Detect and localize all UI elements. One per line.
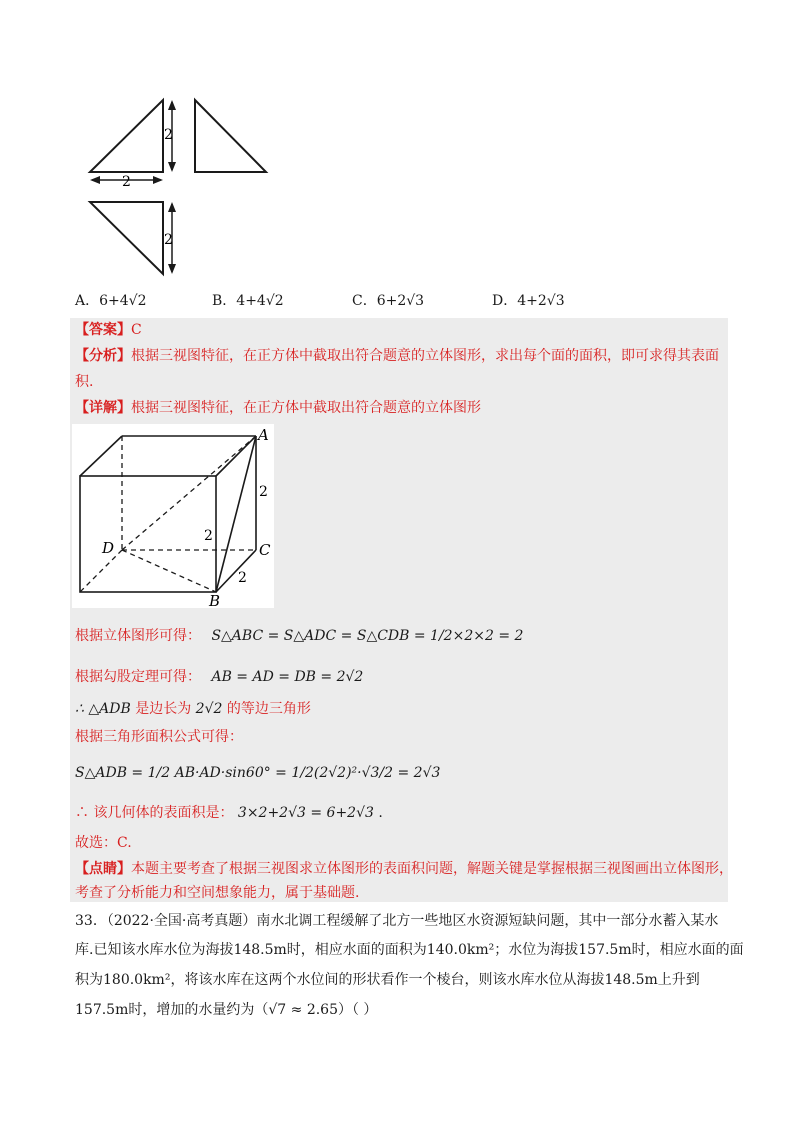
comment-line-2: 考查了分析能力和空间想象能力，属于基础题. bbox=[75, 885, 360, 901]
step-5 bbox=[75, 763, 440, 783]
analysis-text-1: 根据三视图特征，在正方体中截取出符合题意的立体图形，求出每个面的面积，即可求得其表面 bbox=[131, 348, 719, 364]
cube-label-d: D bbox=[102, 539, 115, 557]
step-3 bbox=[75, 699, 311, 719]
choice-a[interactable]: A．6+4√2 bbox=[75, 293, 147, 309]
comment-text-1: 本题主要考查了根据三视图求立体图形的表面积问题，解题关键是掌握根据三视图画出立体图形， bbox=[131, 861, 733, 877]
q33-line-4: 157.5m时，增加的水量约为（√7 ≈ 2.65）（ ） bbox=[75, 1002, 378, 1018]
answer-line bbox=[75, 320, 142, 340]
analysis-tag: 【分析】 bbox=[75, 348, 131, 364]
answer-tag: 【答案】 bbox=[75, 322, 131, 338]
step-2-math: AB = AD = DB = 2√2 bbox=[211, 669, 364, 685]
choice-b[interactable]: B．4+4√2 bbox=[212, 293, 284, 309]
cube-edge-label-ac: 2 bbox=[259, 484, 268, 500]
step-6 bbox=[75, 803, 383, 823]
step-3-mid: 是边长为 bbox=[135, 701, 192, 717]
front-view-triangle bbox=[90, 100, 163, 172]
choice-c[interactable]: C．6+2√3 bbox=[352, 293, 425, 309]
edge-ab bbox=[216, 436, 256, 592]
cube-edge-label-cb: 2 bbox=[238, 570, 247, 586]
dim-label-front-height: 2 bbox=[164, 127, 173, 143]
q33-line-1: 33．（2022·全国·高考真题）南水北调工程缓解了北方一些地区水资源短缺问题，其中一部分水蓄入某水 bbox=[75, 913, 719, 929]
edge-db bbox=[122, 550, 216, 592]
step-3-prefix: ∴ △ADB bbox=[75, 701, 131, 717]
cube-front-face bbox=[80, 476, 216, 592]
comment-tag: 【点睛】 bbox=[75, 861, 131, 877]
cube-label-b: B bbox=[209, 592, 221, 608]
step-2 bbox=[75, 667, 363, 687]
detail-tag: 【详解】 bbox=[75, 400, 131, 416]
step-3-suffix: 的等边三角形 bbox=[226, 701, 311, 717]
detail-line bbox=[75, 398, 481, 418]
dim-label-top-height: 2 bbox=[164, 232, 173, 248]
top-view-triangle bbox=[90, 202, 163, 274]
analysis-line-1 bbox=[75, 346, 719, 366]
step-3-value: 2√2 bbox=[195, 701, 223, 717]
side-view-triangle bbox=[195, 100, 266, 172]
step-1 bbox=[75, 626, 523, 646]
three-view-figure bbox=[80, 92, 280, 282]
cube-figure bbox=[72, 424, 274, 608]
step-6-math: 3×2+2√3 = 6+2√3 bbox=[237, 805, 374, 821]
choice-d[interactable]: D．4+2√3 bbox=[492, 293, 565, 309]
cube-edge-label-dc: 2 bbox=[204, 528, 213, 544]
edge-da bbox=[122, 436, 256, 550]
step-1-math: S△ABC = S△ADC = S△CDB = 1/2×2×2 = 2 bbox=[211, 628, 524, 644]
answer-value: C bbox=[131, 322, 142, 338]
step-1-text: 根据立体图形可得： bbox=[75, 628, 201, 644]
step-2-text: 根据勾股定理可得： bbox=[75, 669, 201, 685]
q33-line-2: 库.已知该水库水位为海拔148.5m时，相应水面的面积为140.0km²；水位为海拔157.5m时，相应水面的面 bbox=[75, 942, 744, 958]
step-6-end: . bbox=[378, 805, 383, 821]
detail-text: 根据三视图特征，在正方体中截取出符合题意的立体图形 bbox=[131, 400, 481, 416]
comment-line-1 bbox=[75, 859, 733, 879]
analysis-line-2: 积. bbox=[75, 374, 94, 390]
step-6-prefix: ∴ 该几何体的表面积是： bbox=[75, 805, 234, 821]
step-5-math: S△ADB = 1/2 AB·AD·sin60° = 1/2(2√2)²·√3/2 = 2√3 bbox=[75, 765, 441, 781]
dim-label-front-width: 2 bbox=[122, 174, 131, 190]
cube-label-a: A bbox=[258, 426, 269, 444]
step-7: 故选：C. bbox=[75, 835, 132, 851]
q33-line-3: 积为180.0km²，将该水库在这两个水位间的形状看作一个棱台，则该水库水位从海拔148.5m上升到 bbox=[75, 972, 700, 988]
step-4: 根据三角形面积公式可得： bbox=[75, 729, 243, 745]
cube-label-c: C bbox=[259, 541, 271, 559]
